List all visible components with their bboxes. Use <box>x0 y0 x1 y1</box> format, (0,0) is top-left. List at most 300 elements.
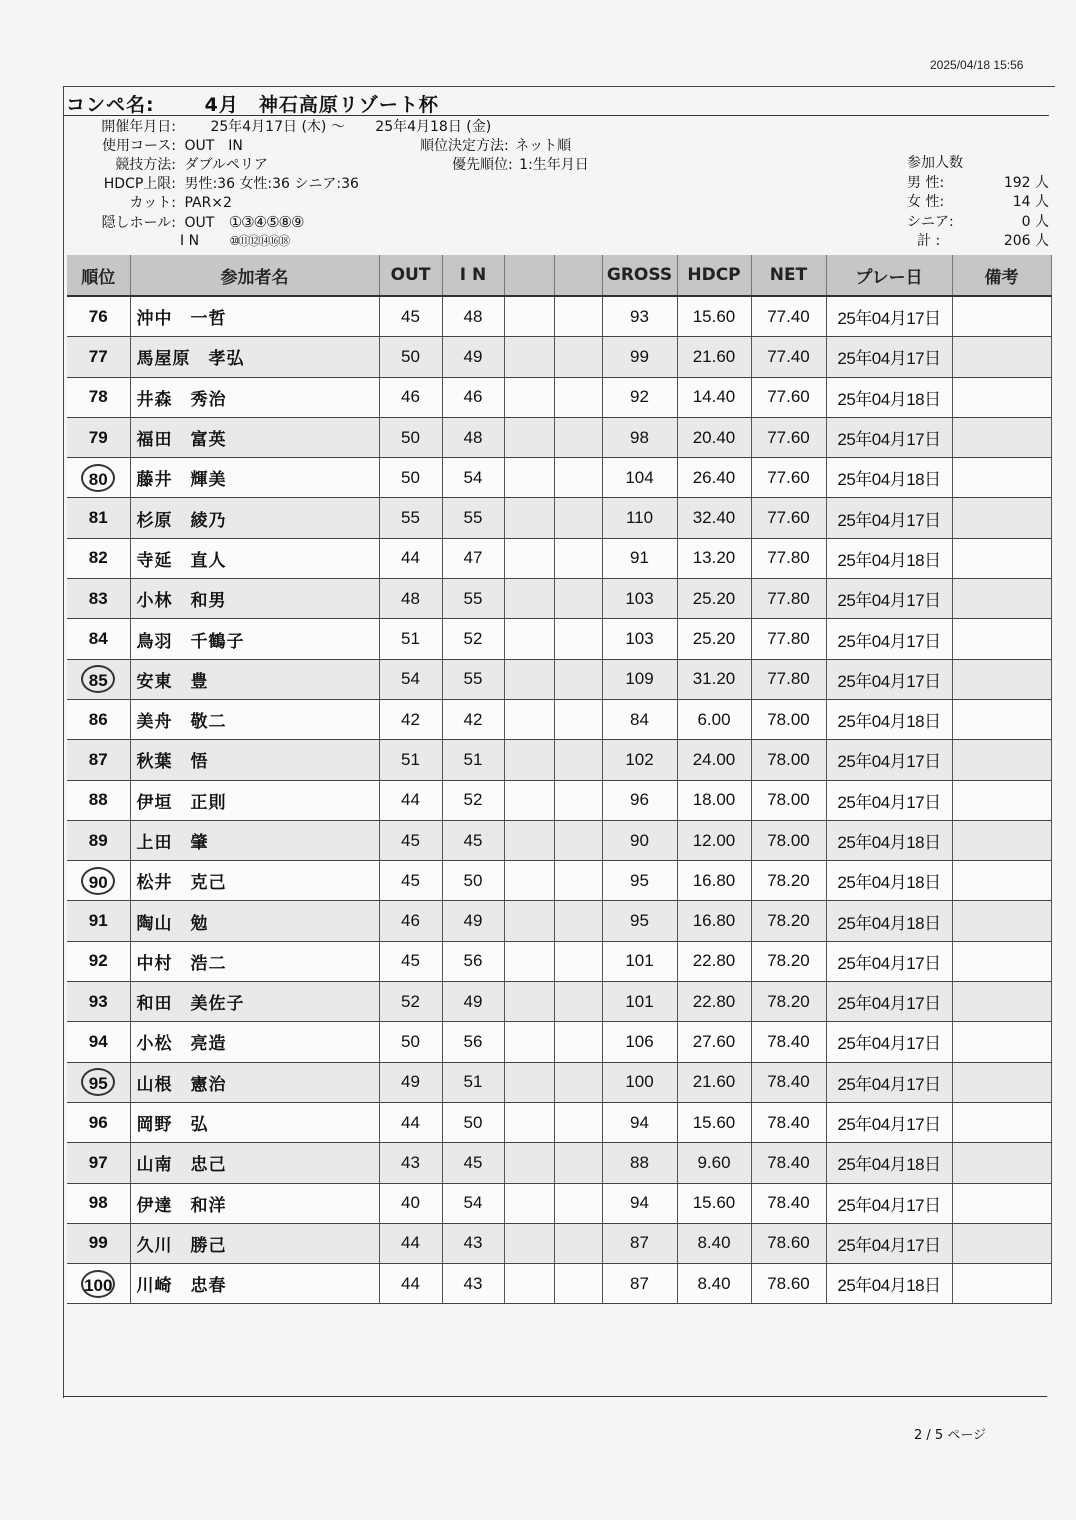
rank-cell <box>67 498 130 538</box>
gross-cell: 110 <box>602 498 677 538</box>
name-cell: 小林 和男 <box>130 579 379 619</box>
net-cell: 78.00 <box>751 699 826 739</box>
blank-cell <box>554 1183 602 1223</box>
blank-cell <box>554 498 602 538</box>
gross-cell: 100 <box>602 1062 677 1102</box>
table-row <box>67 1264 1051 1304</box>
blank-cell <box>554 458 602 498</box>
hdcp-cell: 8.40 <box>677 1264 751 1304</box>
hdcp-cell: 18.00 <box>677 780 751 820</box>
blank-cell <box>504 417 554 457</box>
blank-cell <box>504 780 554 820</box>
net-cell: 78.20 <box>751 982 826 1022</box>
out-score-cell: 40 <box>379 1183 442 1223</box>
blank-cell <box>504 1183 554 1223</box>
net-cell: 78.00 <box>751 780 826 820</box>
in-score-cell: 46 <box>442 377 504 417</box>
table-row <box>67 579 1051 619</box>
out-score-cell: 49 <box>379 1062 442 1102</box>
rank-value: 84 <box>88 629 108 649</box>
hidden-in-label: I N <box>180 233 200 249</box>
note-cell <box>952 1183 1051 1223</box>
blank-cell <box>554 740 602 780</box>
rank-cell <box>67 941 130 981</box>
results-table <box>67 255 1052 1304</box>
hdcp-cell: 14.40 <box>677 377 751 417</box>
out-score-cell: 44 <box>379 1102 442 1142</box>
out-score-cell: 48 <box>379 579 442 619</box>
senior-label: シニア: <box>907 213 954 230</box>
table-row <box>67 538 1051 578</box>
play-date-cell: 25年04月17日 <box>826 498 952 538</box>
gross-cell: 101 <box>602 941 677 981</box>
out-score-cell: 46 <box>379 377 442 417</box>
table-row <box>67 740 1051 780</box>
in-score-cell: 45 <box>442 820 504 860</box>
gross-cell: 92 <box>602 377 677 417</box>
rank-value: 77 <box>88 346 108 366</box>
play-date-cell: 25年04月18日 <box>826 820 952 860</box>
gross-cell: 99 <box>602 337 677 377</box>
male-value: 192 人 <box>1003 174 1049 191</box>
blank-cell <box>504 941 554 981</box>
in-score-cell: 43 <box>442 1264 504 1304</box>
name-cell: 山根 憲治 <box>130 1062 379 1102</box>
cut-label: カット: <box>129 195 176 211</box>
col-net: NET <box>751 255 826 296</box>
rank-value: 92 <box>88 951 108 971</box>
gross-cell: 84 <box>602 699 677 739</box>
name-cell: 美舟 敬二 <box>130 699 379 739</box>
note-cell <box>952 659 1051 699</box>
table-row <box>67 1223 1051 1263</box>
rank-cell <box>67 982 130 1022</box>
note-cell <box>952 1102 1051 1142</box>
name-cell: 川崎 忠春 <box>130 1264 379 1304</box>
total-count-row <box>907 232 1049 252</box>
in-score-cell: 54 <box>442 458 504 498</box>
blank-cell <box>554 1223 602 1263</box>
table-row <box>67 941 1051 981</box>
note-cell <box>952 1264 1051 1304</box>
blank-cell <box>554 296 602 337</box>
play-date-cell: 25年04月17日 <box>826 417 952 457</box>
gross-cell: 94 <box>602 1102 677 1142</box>
competition-label: コンペ名: <box>66 94 155 116</box>
play-date-cell: 25年04月17日 <box>826 1223 952 1263</box>
out-score-cell: 51 <box>379 740 442 780</box>
rank-cell <box>67 417 130 457</box>
play-date-cell: 25年04月17日 <box>826 780 952 820</box>
net-cell: 78.40 <box>751 1143 826 1183</box>
out-score-cell: 50 <box>379 417 442 457</box>
net-cell: 78.40 <box>751 1062 826 1102</box>
in-score-cell: 55 <box>442 579 504 619</box>
blank-cell <box>504 579 554 619</box>
rank-value: 97 <box>88 1152 108 1172</box>
table-row <box>67 1022 1051 1062</box>
in-score-cell: 55 <box>442 498 504 538</box>
rank-value: 87 <box>88 749 108 769</box>
senior-value: 0 人 <box>1021 213 1049 230</box>
out-score-cell: 43 <box>379 1143 442 1183</box>
name-cell: 和田 美佐子 <box>130 982 379 1022</box>
name-cell: 杉原 綾乃 <box>130 498 379 538</box>
gross-cell: 90 <box>602 820 677 860</box>
table-row <box>67 1143 1051 1183</box>
note-cell <box>952 780 1051 820</box>
play-date-cell: 25年04月17日 <box>826 1062 952 1102</box>
hidden-out-label: OUT <box>184 215 215 231</box>
note-cell <box>952 619 1051 659</box>
note-cell <box>952 1143 1051 1183</box>
bottom-divider <box>63 1396 1047 1397</box>
course-row <box>80 137 243 156</box>
name-cell: 寺延 直人 <box>130 538 379 578</box>
hdcp-cell: 32.40 <box>677 498 751 538</box>
out-score-cell: 50 <box>379 458 442 498</box>
blank-cell <box>504 699 554 739</box>
name-cell: 久川 勝己 <box>130 1223 379 1263</box>
play-date-cell: 25年04月17日 <box>826 1022 952 1062</box>
table-row <box>67 498 1051 538</box>
male-label: 男 性: <box>907 174 945 191</box>
table-row <box>67 901 1051 941</box>
note-cell <box>952 377 1051 417</box>
rank-cell <box>67 659 130 699</box>
rank-cell <box>67 538 130 578</box>
in-score-cell: 49 <box>442 982 504 1022</box>
method-value: ダブルペリア <box>184 157 268 173</box>
hdcp-cell: 8.40 <box>677 1223 751 1263</box>
male-count-row <box>907 174 1049 194</box>
play-date-cell: 25年04月18日 <box>826 1143 952 1183</box>
table-row <box>67 659 1051 699</box>
note-cell <box>952 296 1051 337</box>
blank-cell <box>504 538 554 578</box>
net-cell: 77.60 <box>751 377 826 417</box>
blank-cell <box>504 1264 554 1304</box>
gross-cell: 87 <box>602 1223 677 1263</box>
rank-cell <box>67 780 130 820</box>
participant-counts <box>907 154 1049 252</box>
title-divider <box>63 115 1049 116</box>
priority-value: 1:生年月日 <box>519 157 589 173</box>
gross-cell: 102 <box>602 740 677 780</box>
method-label: 競技方法: <box>115 157 176 173</box>
blank-cell <box>504 619 554 659</box>
blank-cell <box>554 861 602 901</box>
rank-value: 78 <box>88 387 108 407</box>
play-date-cell: 25年04月17日 <box>826 740 952 780</box>
note-cell <box>952 699 1051 739</box>
net-cell: 78.00 <box>751 820 826 860</box>
note-cell <box>952 458 1051 498</box>
out-score-cell: 44 <box>379 538 442 578</box>
net-cell: 78.40 <box>751 1102 826 1142</box>
play-date-cell: 25年04月18日 <box>826 1264 952 1304</box>
blank-cell <box>554 337 602 377</box>
rank-cell <box>67 377 130 417</box>
rank-cell <box>67 1102 130 1142</box>
play-date-cell: 25年04月17日 <box>826 659 952 699</box>
col-blank-1 <box>504 255 554 296</box>
cut-value: PAR×2 <box>184 195 232 211</box>
in-score-cell: 43 <box>442 1223 504 1263</box>
out-score-cell: 55 <box>379 498 442 538</box>
table-row <box>67 820 1051 860</box>
net-cell: 77.80 <box>751 659 826 699</box>
note-cell <box>952 1062 1051 1102</box>
rank-cell <box>67 1022 130 1062</box>
table-row <box>67 337 1051 377</box>
name-cell: 秋葉 悟 <box>130 740 379 780</box>
net-cell: 77.40 <box>751 296 826 337</box>
name-cell: 岡野 弘 <box>130 1102 379 1142</box>
hdcp-cell: 26.40 <box>677 458 751 498</box>
gross-cell: 104 <box>602 458 677 498</box>
order-method-row <box>420 137 571 156</box>
rank-cell <box>67 1143 130 1183</box>
in-score-cell: 52 <box>442 619 504 659</box>
out-score-cell: 42 <box>379 699 442 739</box>
out-score-cell: 44 <box>379 1223 442 1263</box>
rank-value: 88 <box>88 790 108 810</box>
hdcp-cell: 9.60 <box>677 1143 751 1183</box>
blank-cell <box>504 1143 554 1183</box>
rank-cell <box>67 901 130 941</box>
out-score-cell: 45 <box>379 861 442 901</box>
hdcp-limit-row <box>80 175 359 194</box>
in-score-cell: 51 <box>442 740 504 780</box>
note-cell <box>952 538 1051 578</box>
rank-cell <box>67 1223 130 1263</box>
col-name: 参加者名 <box>130 255 379 296</box>
net-cell: 77.80 <box>751 538 826 578</box>
senior-count-row <box>907 213 1049 233</box>
hdcp-cell: 13.20 <box>677 538 751 578</box>
blank-cell <box>504 901 554 941</box>
table-header-row <box>67 255 1051 296</box>
female-count-row <box>907 193 1049 213</box>
gross-cell: 96 <box>602 780 677 820</box>
net-cell: 78.40 <box>751 1183 826 1223</box>
priority-label: 優先順位: <box>452 157 513 173</box>
total-value: 206 人 <box>1003 233 1049 249</box>
note-cell <box>952 579 1051 619</box>
blank-cell <box>504 1102 554 1142</box>
rank-value: 98 <box>88 1193 108 1213</box>
total-label: 計 : <box>917 233 941 249</box>
out-score-cell: 44 <box>379 1264 442 1304</box>
note-cell <box>952 941 1051 981</box>
name-cell: 山南 忠己 <box>130 1143 379 1183</box>
blank-cell <box>554 377 602 417</box>
rank-cell <box>67 458 130 498</box>
play-date-cell: 25年04月18日 <box>826 699 952 739</box>
blank-cell <box>504 296 554 337</box>
play-date-cell: 25年04月17日 <box>826 296 952 337</box>
name-cell: 上田 肇 <box>130 820 379 860</box>
blank-cell <box>554 1143 602 1183</box>
female-label: 女 性: <box>907 194 945 210</box>
name-cell: 伊垣 正則 <box>130 780 379 820</box>
hdcp-cell: 27.60 <box>677 1022 751 1062</box>
rank-cell <box>67 1264 130 1304</box>
net-cell: 78.60 <box>751 1264 826 1304</box>
net-cell: 77.40 <box>751 337 826 377</box>
table-row <box>67 377 1051 417</box>
blank-cell <box>504 458 554 498</box>
rank-cell <box>67 820 130 860</box>
in-score-cell: 48 <box>442 296 504 337</box>
competition-name: 4月 神石高原リゾート杯 <box>204 94 439 116</box>
table-row <box>67 861 1051 901</box>
gross-cell: 103 <box>602 619 677 659</box>
event-date-row <box>80 118 491 137</box>
rank-cell <box>67 861 130 901</box>
play-date-cell: 25年04月17日 <box>826 1102 952 1142</box>
rank-cell <box>67 296 130 337</box>
net-cell: 78.60 <box>751 1223 826 1263</box>
blank-cell <box>554 1062 602 1102</box>
event-date-to: 25年4月18日 (金) <box>375 119 492 135</box>
in-score-cell: 56 <box>442 941 504 981</box>
gross-cell: 103 <box>602 579 677 619</box>
name-cell: 馬屋原 孝弘 <box>130 337 379 377</box>
rank-value: 91 <box>88 911 108 931</box>
rank-value: 86 <box>88 709 108 729</box>
play-date-cell: 25年04月18日 <box>826 901 952 941</box>
rank-value: 83 <box>88 588 108 608</box>
blank-cell <box>554 780 602 820</box>
in-score-cell: 52 <box>442 780 504 820</box>
gross-cell: 106 <box>602 1022 677 1062</box>
rank-value: 89 <box>88 830 108 850</box>
participants-title: 参加人数 <box>907 155 963 171</box>
hdcp-cell: 15.60 <box>677 296 751 337</box>
net-cell: 78.20 <box>751 861 826 901</box>
play-date-cell: 25年04月17日 <box>826 579 952 619</box>
hdcp-cell: 16.80 <box>677 901 751 941</box>
hidden-holes-label: 隠しホール: <box>101 215 176 231</box>
hdcp-cell: 25.20 <box>677 579 751 619</box>
table-row <box>67 1183 1051 1223</box>
in-score-cell: 56 <box>442 1022 504 1062</box>
name-cell: 井森 秀治 <box>130 377 379 417</box>
blank-cell <box>504 820 554 860</box>
event-date-label: 開催年月日: <box>101 119 176 135</box>
rank-value: 93 <box>88 991 108 1011</box>
rank-cell <box>67 337 130 377</box>
name-cell: 福田 富英 <box>130 417 379 457</box>
play-date-cell: 25年04月18日 <box>826 458 952 498</box>
net-cell: 78.20 <box>751 941 826 981</box>
order-method-value: ネット順 <box>515 138 572 154</box>
page-number: 2 / 5 ページ <box>914 1428 987 1443</box>
hidden-out-holes: ①③④⑤⑧⑨ <box>228 213 304 231</box>
hdcp-cell: 20.40 <box>677 417 751 457</box>
blank-cell <box>504 740 554 780</box>
col-out: OUT <box>379 255 442 296</box>
name-cell: 陶山 勉 <box>130 901 379 941</box>
blank-cell <box>554 901 602 941</box>
hdcp-cell: 21.60 <box>677 1062 751 1102</box>
rank-value: 99 <box>88 1233 108 1253</box>
table-row <box>67 982 1051 1022</box>
rank-value: 76 <box>88 306 108 326</box>
blank-cell <box>504 498 554 538</box>
gross-cell: 101 <box>602 982 677 1022</box>
table-row <box>67 619 1051 659</box>
note-cell <box>952 337 1051 377</box>
hdcp-limit-value: 男性:36 女性:36 シニア:36 <box>184 176 359 192</box>
rank-cell <box>67 1062 130 1102</box>
rank-value: 81 <box>88 508 108 528</box>
rank-value: 82 <box>88 548 108 568</box>
hdcp-cell: 22.80 <box>677 982 751 1022</box>
method-row <box>80 156 268 175</box>
name-cell: 安東 豊 <box>130 659 379 699</box>
name-cell: 伊達 和洋 <box>130 1183 379 1223</box>
hdcp-cell: 24.00 <box>677 740 751 780</box>
cut-row <box>80 194 232 213</box>
col-play-date: プレー日 <box>826 255 952 296</box>
circled-rank: 90 <box>81 867 115 895</box>
in-score-cell: 49 <box>442 901 504 941</box>
circled-rank: 85 <box>81 665 115 693</box>
name-cell: 藤井 輝美 <box>130 458 379 498</box>
in-score-cell: 51 <box>442 1062 504 1102</box>
play-date-cell: 25年04月18日 <box>826 861 952 901</box>
table-row <box>67 699 1051 739</box>
gross-cell: 98 <box>602 417 677 457</box>
rank-cell <box>67 579 130 619</box>
blank-cell <box>554 982 602 1022</box>
in-score-cell: 49 <box>442 337 504 377</box>
hdcp-cell: 25.20 <box>677 619 751 659</box>
blank-cell <box>554 538 602 578</box>
note-cell <box>952 820 1051 860</box>
in-score-cell: 45 <box>442 1143 504 1183</box>
gross-cell: 95 <box>602 861 677 901</box>
table-row <box>67 417 1051 457</box>
hdcp-cell: 15.60 <box>677 1102 751 1142</box>
table-row <box>67 1062 1051 1102</box>
hidden-in-holes: ⑩⑪⑫⑭⑯⑱ <box>229 234 289 248</box>
blank-cell <box>504 1223 554 1263</box>
priority-row <box>452 156 589 175</box>
note-cell <box>952 417 1051 457</box>
blank-cell <box>504 1022 554 1062</box>
gross-cell: 88 <box>602 1143 677 1183</box>
note-cell <box>952 740 1051 780</box>
in-score-cell: 54 <box>442 1183 504 1223</box>
blank-cell <box>504 861 554 901</box>
blank-cell <box>554 1102 602 1142</box>
play-date-cell: 25年04月17日 <box>826 619 952 659</box>
hdcp-limit-label: HDCP上限: <box>103 176 176 192</box>
gross-cell: 109 <box>602 659 677 699</box>
name-cell: 中村 浩二 <box>130 941 379 981</box>
blank-cell <box>554 699 602 739</box>
hdcp-cell: 21.60 <box>677 337 751 377</box>
rank-value: 96 <box>88 1112 108 1132</box>
play-date-cell: 25年04月18日 <box>826 538 952 578</box>
table-row <box>67 296 1051 337</box>
out-score-cell: 50 <box>379 1022 442 1062</box>
out-score-cell: 45 <box>379 820 442 860</box>
